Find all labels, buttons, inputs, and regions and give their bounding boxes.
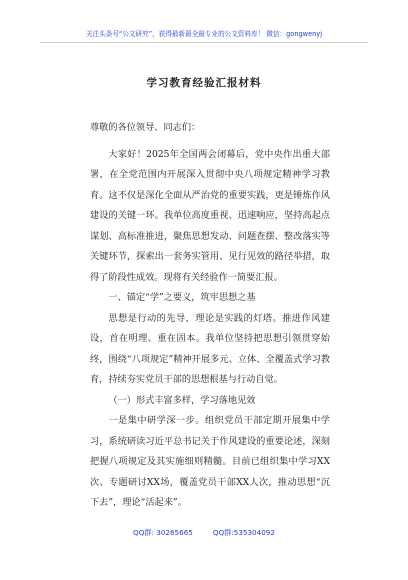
page-footer <box>0 528 408 538</box>
document-title: 学习教育经验汇报材料 <box>146 77 262 89</box>
document-body <box>90 118 330 514</box>
intro-paragraph: 大家好！2025年全国两会闭幕后，党中央作出重大部署，在全党范围内开展深入贯彻中央八项规定精神学习教育。这不仅是深化全面从严治党的重要实践，更是锤炼作风建设的关键一环。我单位高度重视、迅速响应，坚持高起点谋划、高标准推进，聚焦思想发动、问题查摆、整改落实等关键环节，探索出一套务实管用、见行见效的路径举措，取得了阶段性成效。现将有关经验作一简要汇报。 <box>90 148 330 283</box>
footer-qq-group-2: QQ群:535304092 <box>212 528 275 537</box>
footer-qq-group-1: QQ群: 30265665 <box>133 528 193 537</box>
section-heading-1: 一、锚定“学”之要义，筑牢思想之基 <box>108 292 256 303</box>
subsection-1-paragraph: 一是集中研学深一步。组织党员干部定期开展集中学习，系统研读习近平总书记关于作风建设的重要论述，深刻把握八项规定及其实施细则精髓。目前已组织集中学习XX次、专题研讨XX场，覆盖党员干部XX人次，推动思想“沉下去”，理论“活起来”。 <box>90 415 330 508</box>
salutation: 尊敬的各位领导、同志们： <box>90 122 201 133</box>
subsection-heading-1: （一）形式丰富多样，学习落地见效 <box>108 394 256 406</box>
page-header-banner: 关注头条号“公文研究”，获得最新最全最专业的公文资料库！ 微信：gongwenyj <box>85 30 323 38</box>
section-1-paragraph: 思想是行动的先导，理论是实践的灯塔。推进作风建设，首在明理、重在固本。我单位坚持把思想引领贯穿始终，围绕“八项规定”精神开展多元、立体、全覆盖式学习教育，持续夯实党员干部的思想根基与行动自觉。 <box>90 312 330 385</box>
header-divider <box>40 42 368 43</box>
